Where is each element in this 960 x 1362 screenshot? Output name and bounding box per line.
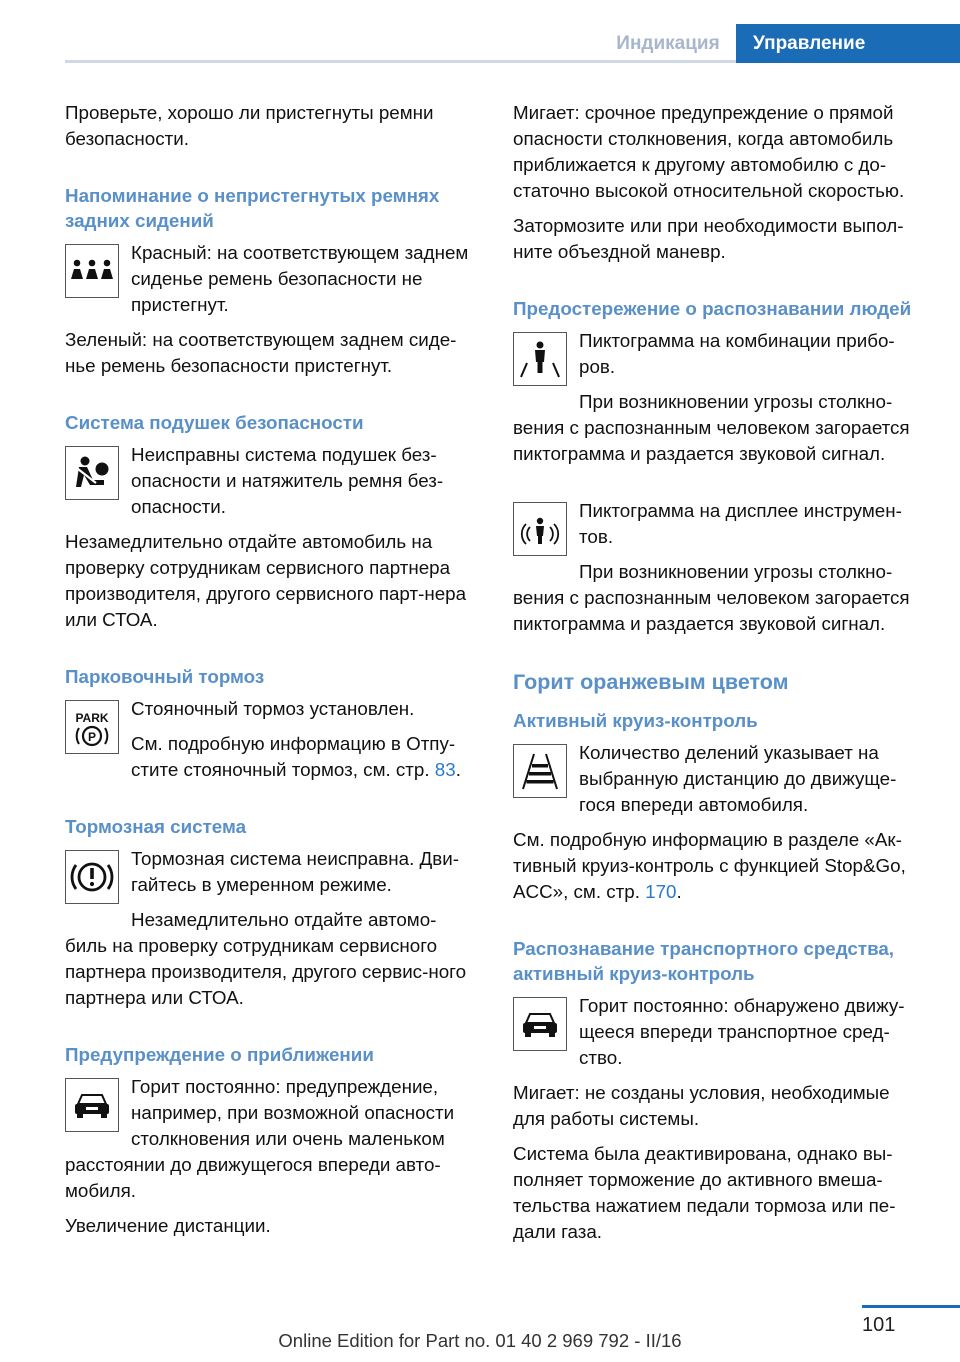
airbag-block [65, 442, 477, 529]
brake-hint-text: Затормозите или при необходимости выпол‐ните объездной маневр. [513, 215, 904, 262]
brake-system-icon-text: Тормозная система неисправна. Дви‐гайтесь в умеренном режиме. [131, 848, 459, 895]
brake-system-heading: Тормозная система [65, 816, 247, 837]
parking-brake-ref-text: См. подробную информацию в Отпу‐стите стояночный тормоз, см. стр. 83. [131, 733, 461, 780]
airbag-icon [65, 446, 119, 500]
brake-system-block [65, 846, 477, 1020]
vehicle-recognition-text-2: Система была деактивирована, однако вы‐полняет торможение до активного вмеша‐тельства нажатием педали тормоза или пе‐дали газа. [513, 1143, 896, 1242]
page-number-rule [862, 1305, 960, 1308]
person-text-1: При возникновении угрозы столкно‐вения с распознанным человеком загорается пиктограмма и раздается звуковой сигнал. [513, 391, 910, 464]
approach-warning-block [65, 1074, 477, 1248]
person-text-2: При возникновении угрозы столкно‐вения с распознанным человеком загорается пиктограмма и раздается звуковой сигнал. [513, 561, 910, 634]
rear-belts-icon-text: Красный: на соответствующем заднем сиденье ремень безопасности не пристегнут. [131, 242, 469, 315]
brake-warning-icon [65, 850, 119, 904]
rear-seatbelt-icon [65, 244, 119, 298]
person-icon2-text: Пиктограмма на дисплее инструмен‐тов. [579, 500, 902, 547]
pedestrian-sound-icon [513, 502, 567, 556]
acc-icon-text: Количество делений указывает на выбранную дистанцию до движуще‐гося впереди автомобиля. [579, 742, 897, 815]
rear-belts-text: Зеленый: на соответствующем заднем сиде‐нье ремень безопасности пристегнут. [65, 329, 457, 376]
left-column [65, 100, 477, 1248]
right-column [513, 100, 925, 1254]
page-link-170[interactable]: 170 [645, 881, 677, 902]
person-warning-heading: Предостережение о распознавании людей [513, 298, 912, 319]
acc-block [513, 740, 925, 827]
orange-heading: Горит оранжевым цветом [513, 670, 789, 694]
vehicle-recognition-block [513, 993, 925, 1080]
page-link-83[interactable]: 83 [434, 759, 456, 780]
vehicle-recognition-text-1: Мигает: не созданы условия, необходимые для работы системы. [513, 1082, 890, 1129]
tab-controls[interactable]: Управление [736, 24, 960, 63]
parking-brake-block [65, 696, 477, 792]
svg-text:PARK: PARK [75, 711, 109, 725]
approach-warning-icon-text: Горит постоянно: предупреждение, например, при возможной опасности столкновения или очень маленьком расстоянии до движущегося впереди авто‐мобиля. [65, 1076, 455, 1201]
tab-indication[interactable]: Индикация [616, 33, 720, 54]
vehicle-recognition-icon-text: Горит постоянно: обнаружено движу‐щееся впереди транспортное сред‐ство. [579, 995, 905, 1068]
airbag-text: Незамедлительно отдайте автомобиль на проверку сотрудникам сервисного партнера производителя, другого сервисного парт‐нера или СТОА. [65, 531, 467, 630]
cruise-distance-icon [513, 744, 567, 798]
acc-heading: Активный круиз-контроль [513, 710, 758, 731]
rear-belts-heading: Напоминание о непристегнутых ремнях задних сидений [65, 185, 440, 231]
parking-brake-icon [65, 700, 119, 754]
rear-belts-block [65, 240, 477, 327]
approach-warning-text: Увеличение дистанции. [65, 1215, 271, 1236]
car-detected-icon [513, 997, 567, 1051]
airbag-icon-text: Неисправны система подушек без‐опасности и натяжитель ремня без‐опасности. [131, 444, 444, 517]
person-icon1-text: Пиктограмма на комбинации прибо‐ров. [579, 330, 895, 377]
intro-text: Проверьте, хорошо ли пристегнуты ремни безопасности. [65, 102, 434, 149]
edition-footer: Online Edition for Part no. 01 40 2 969 792 - II/16 [278, 1330, 682, 1351]
approach-warning-heading: Предупреждение о приближении [65, 1044, 374, 1065]
vehicle-recognition-heading: Распознавание транспортного средства, активный круиз-контроль [513, 938, 895, 984]
acc-ref-text: См. подробную информацию в разделе «Ак‐тивный круиз-контроль с функцией Stop&Go, ACC», см. стр. 170. [513, 829, 906, 902]
parking-brake-icon-text: Стояночный тормоз установлен. [131, 698, 415, 719]
page-number: 101 [862, 1314, 896, 1336]
person-warning-block-2 [513, 498, 925, 646]
blink-warning-text: Мигает: срочное предупреждение о прямой опасности столкновения, когда автомобиль приближается к другому автомобилю с до‐статочно высокой относительной скоростью. [513, 102, 905, 201]
airbag-heading: Система подушек безопасности [65, 412, 364, 433]
brake-system-text: Незамедлительно отдайте автомо‐биль на проверку сотрудникам сервисного партнера производителя, другого сервис‐ного партнера или СТОА. [65, 909, 467, 1008]
parking-brake-heading: Парковочный тормоз [65, 666, 265, 687]
pedestrian-icon [513, 332, 567, 386]
car-warning-icon [65, 1078, 119, 1132]
svg-text:P: P [87, 730, 97, 744]
person-warning-block-1 [513, 328, 925, 476]
